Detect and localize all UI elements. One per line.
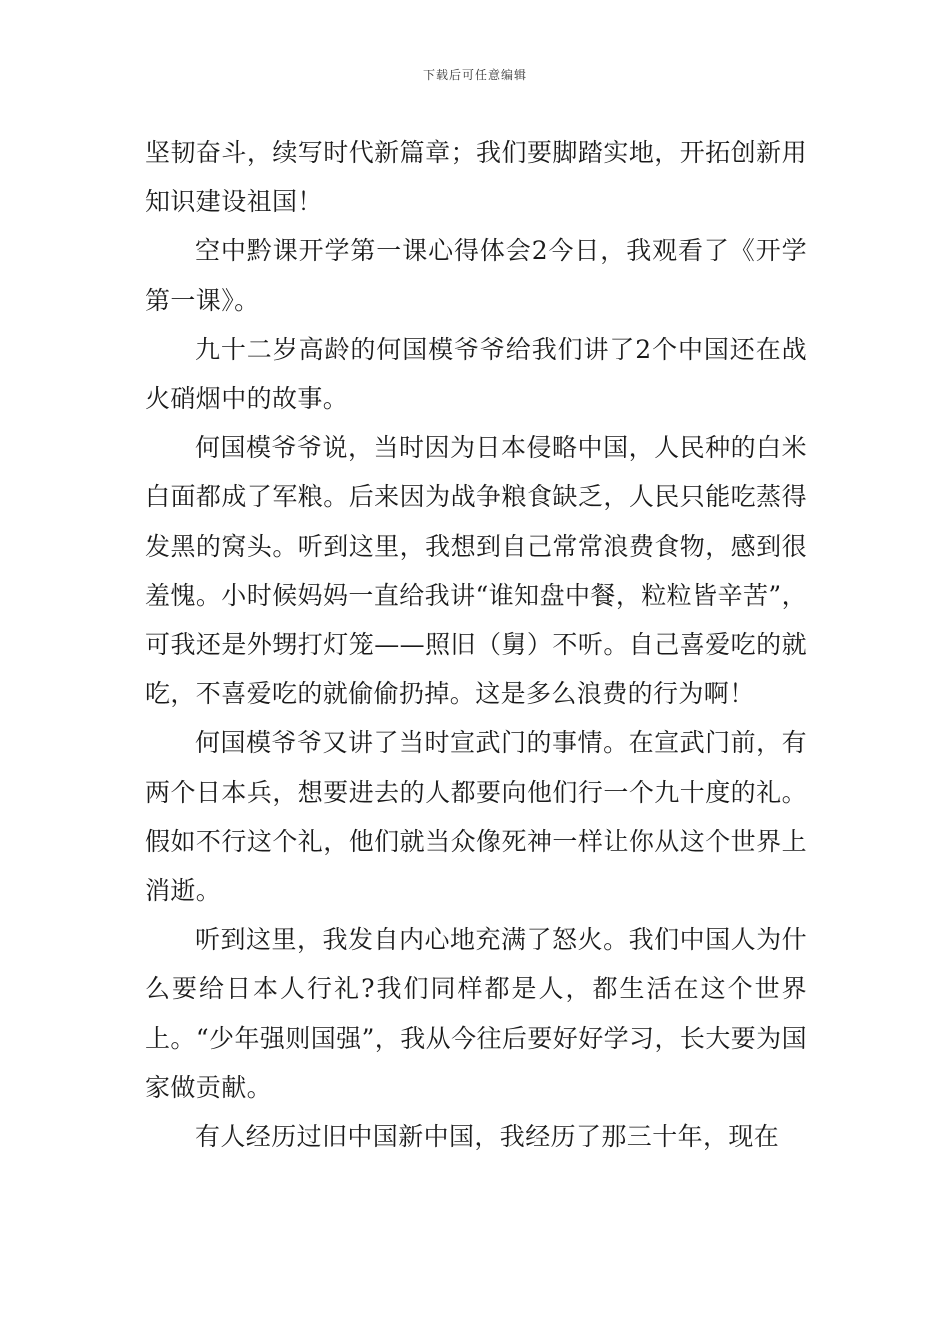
paragraph: 有人经历过旧中国新中国，我经历了那三十年，现在 — [195, 1122, 780, 1152]
document-body — [145, 128, 807, 1161]
paragraph: 听到这里，我发自内心地充满了怒火。我们中国人为什么要给日本人行礼?我们同样都是人，都生活在这个世界上。“少年强则国强”，我从今往后要好好学习，长大要为国家做贡献。 — [145, 925, 807, 1102]
paragraph: 九十二岁高龄的何国模爷爷给我们讲了2个中国还在战火硝烟中的故事。 — [145, 334, 807, 414]
paragraph: 何国模爷爷又讲了当时宣武门的事情。在宣武门前，有两个日本兵，想要进去的人都要向他们行一个九十度的礼。假如不行这个礼，他们就当众像死神一样让你从这个世界上消逝。 — [145, 728, 807, 906]
paragraph-continuation: 坚韧奋斗，续写时代新篇章；我们要脚踏实地，开拓创新用知识建设祖国！ — [145, 138, 807, 217]
paragraph: 空中黔课开学第一课心得体会2今日，我观看了《开学第一课》。 — [145, 236, 807, 315]
paragraph: 何国模爷爷说，当时因为日本侵略中国，人民种的白米白面都成了军粮。后来因为战争粮食缺乏，人民只能吃蒸得发黑的窝头。听到这里，我想到自己常常浪费食物，感到很羞愧。小时候妈妈一直给我讲“谁知盘中餐，粒粒皆辛苦”，可我还是外甥打灯笼——照旧（舅）不听。自己喜爱吃的就吃，不喜爱吃的就偷偷扔掉。这是多么浪费的行为啊！ — [145, 433, 807, 709]
page-header: 下载后可任意编辑 — [422, 68, 527, 82]
